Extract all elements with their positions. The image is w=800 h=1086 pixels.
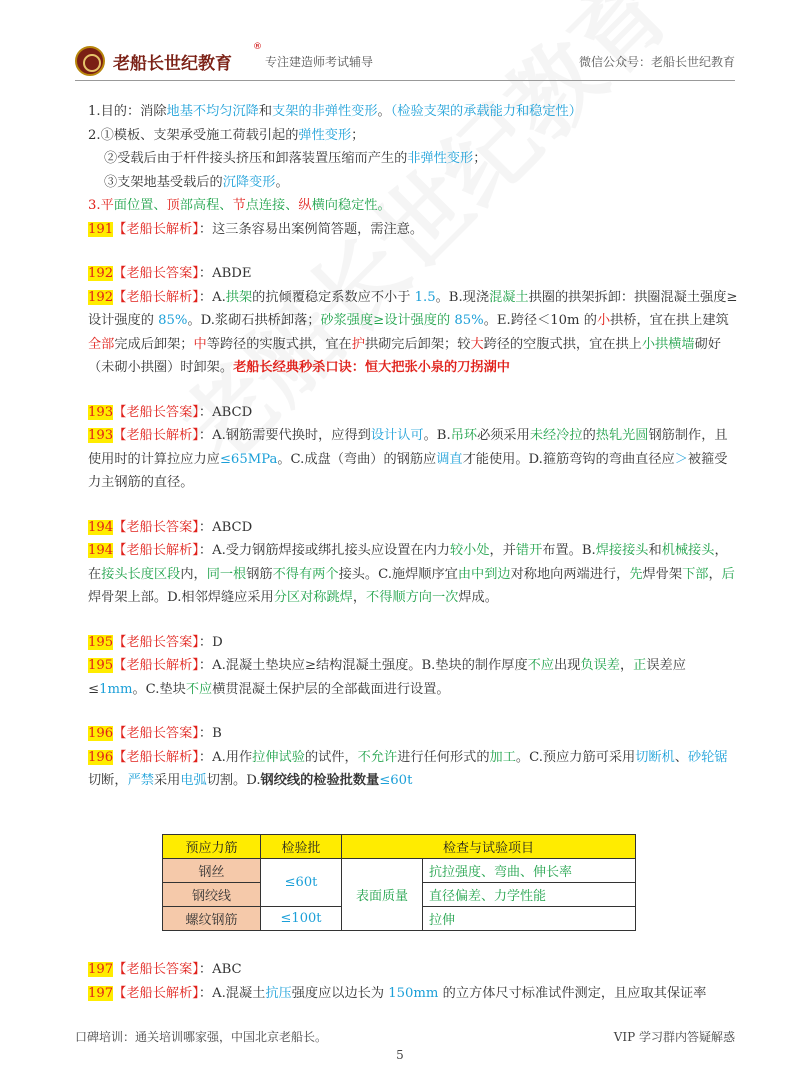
brand-name: 老船长世纪教育 [113,54,232,74]
table-header: 预应力筋 [163,835,261,859]
q196-explanation: 196【老船长解析】：A.用作拉伸试验的试件，不允许进行任何形式的加工。C.预应力筋可采用切断机、砂轮锯切断，严禁采用电弧切割。D.钢绞线的检验批数量≤60t [88,749,728,788]
intro-line-5: 3.平面位置、顶部高程、节点连接、纵横向稳定性。 [88,198,391,213]
q194-explanation: 194【老船长解析】：A.受力钢筋焊接或绑扎接头应设置在内力较小处，并错开布置。B.焊接接头和机械接头，在接头长度区段内，同一根钢筋不得有两个接头。C.施焊顺序宜由中到边对称地向两端进行，先焊骨架下部，后焊骨架上部。D.相邻焊缝应采用分区对称跳焊，不得顺方向一次焊成。 [88,543,735,605]
prestress-inspection-table [162,834,636,931]
footer-slogan: 口碑培训：通关培训哪家强，中国北京老船长。 [75,1030,328,1044]
intro-line-2: 2.①模板、支架承受施工荷载引起的弹性变形； [88,127,365,143]
q197-answer: 197【老船长答案】：ABC [88,962,242,977]
logo-icon [75,46,105,76]
q196-answer: 196【老船长答案】：B [88,726,222,741]
q194-answer: 194【老船长答案】：ABCD [88,519,253,535]
q192-explanation: 192【老船长解析】：A.拱架的抗倾覆稳定系数应不小于 1.5。B.现浇混凝土拱圈的拱架拆卸：拱圈混凝土强度≥设计强度的 85%。D.浆砌石拱桥卸落；砂浆强度≥设计强度的 85%。E.跨径＜10m 的小拱桥，宜在拱上建筑全部完成后卸架；中等跨径的实腹式拱，宜在护拱砌完后卸架；较大跨径的空腹式拱，宜在拱上小拱横墙砌好（未砌小拱圈）时卸架。老船长经典秒杀口诀：恒大把张小泉的刀拐湖中 [88,289,738,375]
intro-line-3: ②受载后由于杆件接头挤压和卸落装置压缩而产生的非弹性变形； [104,151,487,166]
registered-mark: ® [253,42,262,52]
q193-explanation: 193【老船长解析】：A.钢筋需要代换时，应得到设计认可。B.吊环必须采用未经冷拉的热轧光圆钢筋制作，且使用时的计算拉应力应≤65MPa。C.成盘（弯曲）的钢筋应调直才能使用。D.箍筋弯钩的弯曲直径应＞被箍受力主钢筋的直径。 [88,428,728,490]
table-header: 检验批 [261,835,342,859]
q195-explanation: 195【老船长解析】：A.混凝土垫块应≥结构混凝土强度。B.垫块的制作厚度不应出现负误差，正误差应≤1mm。C.垫块不应横贯混凝土保护层的全部截面进行设置。 [88,658,686,697]
intro-line-1: 1.目的：消除地基不均匀沉降和支架的非弹性变形。（检验支架的承载能力和稳定性） [88,104,582,119]
table-cell-material: 螺纹钢筋 [163,907,261,931]
table-header: 检查与试验项目 [342,835,636,859]
intro-line-4: ③支架地基受载后的沉降变形。 [104,174,289,190]
footer-vip: VIP 学习群内答疑解惑 [613,1030,735,1044]
page-header [75,40,735,80]
page-number: 5 [396,1048,404,1062]
wechat-account: 微信公众号：老船长世纪教育 [578,55,735,69]
q197-section [88,958,740,1005]
table-cell-batch: ≤60t [261,859,342,907]
table-row [163,859,636,883]
q197-explanation: 197【老船长解析】：A.混凝土抗压强度应以边长为 150mm 的立方体尺寸标准试件测定，且应取其保证率 [88,985,707,1001]
table-cell-material: 钢丝 [163,859,261,883]
table-cell-material: 钢绞线 [163,883,261,907]
q192-answer: 192【老船长答案】：ABDE [88,266,252,281]
q193-answer: 193【老船长答案】：ABCD [88,404,253,420]
q191-explanation: 191【老船长解析】：这三条容易出案例简答题，需注意。 [88,221,424,237]
header-divider [75,80,735,81]
table-cell-category: 表面质量 [342,859,423,931]
table-cell-item: 拉伸 [423,907,636,931]
tagline: 专注建造师考试辅导 [265,55,374,69]
table-cell-batch: ≤100t [261,907,342,931]
q195-answer: 195【老船长答案】：D [88,634,223,650]
main-content [88,100,740,793]
table-header-row [163,835,636,859]
table-cell-item: 抗拉强度、弯曲、伸长率 [423,859,636,883]
table-cell-item: 直径偏差、力学性能 [423,883,636,907]
